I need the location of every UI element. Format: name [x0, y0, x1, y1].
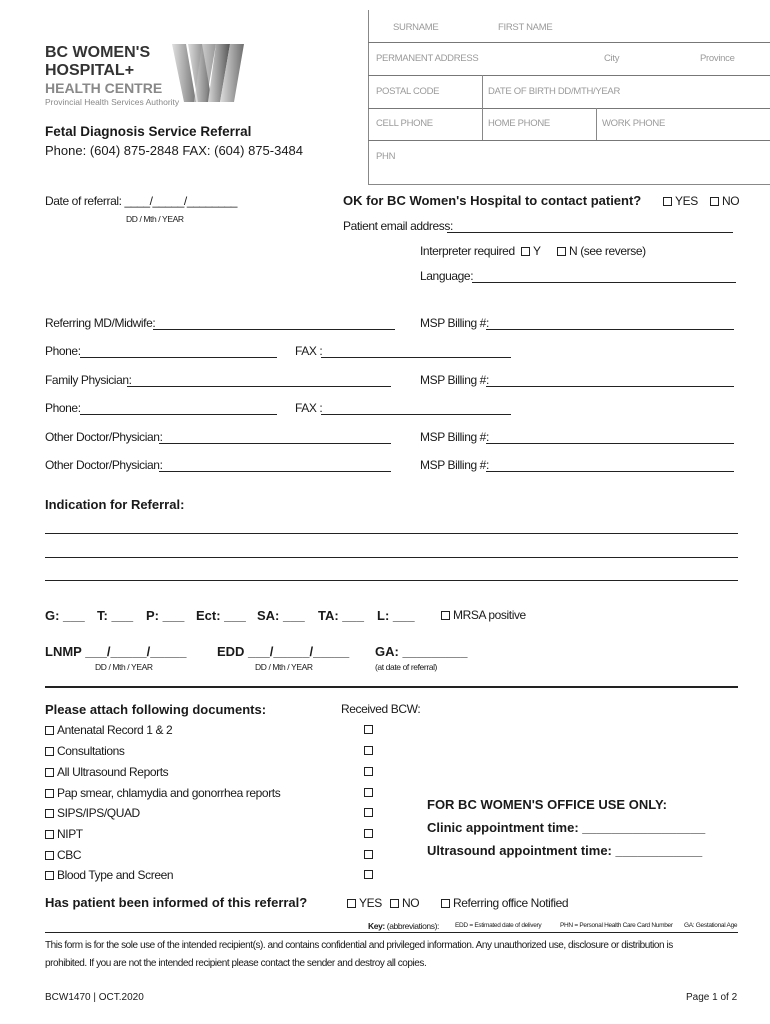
family-fax-input[interactable] — [321, 414, 511, 415]
checkbox-icon[interactable] — [347, 899, 356, 908]
family-physician-label: Family Physician: — [45, 373, 132, 387]
contact-no-label: NO — [722, 194, 740, 208]
lnmp-sub-label: DD / Mth / YEAR — [95, 662, 153, 672]
indication-line-2[interactable] — [45, 557, 738, 558]
checkbox-icon[interactable] — [45, 809, 54, 818]
contact-yes-label: YES — [675, 194, 698, 208]
received-bcw-label: Received BCW: — [341, 702, 421, 716]
referring-phone-input[interactable] — [80, 357, 277, 358]
other-doctor-2-msp-input[interactable] — [486, 471, 734, 472]
patient-email-label: Patient email address: — [343, 219, 453, 233]
office-use-title: FOR BC WOMEN'S OFFICE USE ONLY: — [427, 797, 667, 812]
referring-fax-input[interactable] — [321, 357, 511, 358]
logo-line3: HEALTH CENTRE — [45, 80, 163, 96]
form-phone: Phone: (604) 875-2848 FAX: (604) 875-3484 — [45, 143, 304, 158]
edd-sub-label: DD / Mth / YEAR — [255, 662, 313, 672]
referring-msp-label: MSP Billing #: — [420, 316, 489, 330]
checkbox-icon[interactable] — [390, 899, 399, 908]
doc-item-pap[interactable] — [45, 786, 280, 800]
sa-field[interactable]: SA: ___ — [257, 608, 305, 623]
interpreter-yes-label: Y — [533, 244, 541, 258]
interpreter-yes-option[interactable] — [521, 244, 541, 258]
key-divider — [45, 932, 738, 933]
key-abbr: (abbreviations): — [386, 921, 439, 931]
doc-label: NIPT — [57, 827, 83, 841]
checkbox-icon[interactable] — [710, 197, 719, 206]
preterm-field[interactable]: P: ___ — [146, 608, 185, 623]
other-doctor-2-input[interactable] — [159, 471, 391, 472]
doc-label: Pap smear, chlamydia and gonorrhea reports — [57, 786, 281, 800]
informed-yes-label: YES — [359, 896, 382, 910]
received-checkbox-icon[interactable] — [364, 829, 373, 838]
page-number: Page 1 of 2 — [686, 992, 738, 1003]
referring-notified-option[interactable] — [441, 896, 568, 910]
checkbox-icon[interactable] — [45, 830, 54, 839]
received-checkbox-icon[interactable] — [364, 746, 373, 755]
family-fax-label: FAX : — [295, 401, 323, 415]
checkbox-icon[interactable] — [441, 611, 450, 620]
logo-line1: BC WOMEN'S — [45, 44, 151, 61]
key-label: Key: — [368, 921, 385, 931]
indication-line-3[interactable] — [45, 580, 738, 581]
disclaimer-line-1: This form is for the sole use of the intended recipient(s). and contains confidential and privileged information. Any unauthorized use, disclosure or distribution is — [45, 940, 673, 951]
family-msp-input[interactable] — [486, 386, 734, 387]
ta-field[interactable]: TA: ___ — [318, 608, 364, 623]
key-phn: PHN = Personal Health Care Card Number — [560, 922, 673, 929]
postal-field[interactable]: POSTAL CODE — [376, 86, 440, 97]
indication-line-1[interactable] — [45, 533, 738, 534]
city-field[interactable]: City — [604, 53, 620, 64]
family-phone-input[interactable] — [80, 414, 277, 415]
ectopic-field[interactable]: Ect: ___ — [196, 608, 246, 623]
interpreter-no-option[interactable] — [557, 244, 646, 258]
language-label: Language: — [420, 269, 474, 283]
other-doctor-1-msp-label: MSP Billing #: — [420, 430, 489, 444]
w-logo-icon — [172, 44, 244, 102]
other-doctor-1-msp-input[interactable] — [486, 443, 734, 444]
form-code: BCW1470 | OCT.2020 — [45, 992, 144, 1003]
doc-item-antenatal[interactable] — [45, 723, 172, 737]
clinic-appointment-field[interactable]: Clinic appointment time: _________________ — [427, 820, 706, 835]
doc-label: Antenatal Record 1 & 2 — [57, 723, 173, 737]
doc-item-cbc[interactable] — [45, 848, 81, 862]
family-physician-input[interactable] — [127, 386, 391, 387]
other-doctor-1-label: Other Doctor/Physician: — [45, 430, 163, 444]
form-title: Fetal Diagnosis Service Referral — [45, 124, 252, 139]
province-field[interactable]: Province — [700, 53, 735, 64]
key-ga: GA: Gestational Age — [684, 922, 738, 929]
edd-field[interactable]: EDD ___/_____/_____ — [217, 644, 350, 659]
date-sub-label: DD / Mth / YEAR — [126, 214, 184, 224]
doc-item-nipt[interactable] — [45, 827, 83, 841]
ultrasound-appointment-field[interactable]: Ultrasound appointment time: ____________ — [427, 843, 703, 858]
checkbox-icon[interactable] — [45, 726, 54, 735]
checkbox-icon[interactable] — [45, 789, 54, 798]
language-input[interactable] — [472, 282, 736, 283]
key-legend — [368, 921, 439, 931]
term-field[interactable]: T: ___ — [97, 608, 134, 623]
interpreter-no-label: N (see reverse) — [569, 244, 646, 258]
informed-yes-option[interactable] — [347, 896, 382, 910]
doc-item-consultations[interactable] — [45, 744, 125, 758]
surname-field[interactable]: SURNAME — [393, 22, 439, 33]
ok-contact-question: OK for BC Women's Hospital to contact patient? — [343, 193, 642, 208]
referring-md-input[interactable] — [153, 329, 395, 330]
doc-item-sips[interactable] — [45, 806, 140, 820]
lnmp-field[interactable]: LNMP ___/_____/_____ — [45, 644, 187, 659]
key-edd: EDD = Estimated date of delivery — [455, 922, 542, 929]
received-checkbox-icon[interactable] — [364, 767, 373, 776]
other-doctor-2-msp-label: MSP Billing #: — [420, 458, 489, 472]
family-msp-label: MSP Billing #: — [420, 373, 489, 387]
date-of-referral[interactable]: Date of referral: ____/_____/________ — [45, 194, 238, 208]
living-field[interactable]: L: ___ — [377, 608, 415, 623]
family-phone-label: Phone: — [45, 401, 81, 415]
mrsa-option[interactable] — [441, 608, 526, 622]
received-checkbox-icon[interactable] — [364, 808, 373, 817]
referring-fax-label: FAX : — [295, 344, 323, 358]
received-checkbox-icon[interactable] — [364, 725, 373, 734]
doc-label: Blood Type and Screen — [57, 868, 174, 882]
checkbox-icon[interactable] — [557, 247, 566, 256]
received-checkbox-icon[interactable] — [364, 788, 373, 797]
doc-item-blood[interactable] — [45, 868, 173, 882]
doc-label: Consultations — [57, 744, 125, 758]
dob-field[interactable]: DATE OF BIRTH DD/MTH/YEAR — [488, 86, 621, 97]
received-checkbox-icon[interactable] — [364, 850, 373, 859]
patient-info-box — [368, 10, 770, 185]
referring-notified-label: Referring office Notified — [453, 896, 569, 910]
address-field[interactable]: PERMANENT ADDRESS — [376, 53, 479, 64]
informed-question: Has patient been informed of this referral? — [45, 895, 308, 910]
cell-phone-field[interactable]: CELL PHONE — [376, 118, 433, 129]
checkbox-icon[interactable] — [45, 747, 54, 756]
other-doctor-2-label: Other Doctor/Physician: — [45, 458, 163, 472]
contact-yes-option[interactable] — [663, 194, 698, 208]
informed-no-label: NO — [402, 896, 420, 910]
first-name-field[interactable]: FIRST NAME — [498, 22, 553, 33]
indication-title: Indication for Referral: — [45, 497, 185, 512]
logo-line2: HOSPITAL+ — [45, 62, 135, 79]
checkbox-icon[interactable] — [663, 197, 672, 206]
work-phone-field[interactable]: WORK PHONE — [602, 118, 665, 129]
doc-item-ultrasound[interactable] — [45, 765, 168, 779]
checkbox-icon[interactable] — [45, 851, 54, 860]
patient-email-input[interactable] — [447, 232, 733, 233]
referring-msp-input[interactable] — [486, 329, 734, 330]
checkbox-icon[interactable] — [45, 871, 54, 880]
received-checkbox-icon[interactable] — [364, 870, 373, 879]
documents-title: Please attach following documents: — [45, 702, 267, 717]
referring-md-label: Referring MD/Midwife: — [45, 316, 156, 330]
home-phone-field[interactable]: HOME PHONE — [488, 118, 550, 129]
mrsa-label: MRSA positive — [453, 608, 526, 622]
ga-sub-label: (at date of referral) — [375, 662, 437, 672]
other-doctor-1-input[interactable] — [159, 443, 391, 444]
logo-sub: Provincial Health Services Authority — [45, 97, 180, 107]
interpreter-label: Interpreter required — [420, 244, 515, 258]
checkbox-icon[interactable] — [45, 768, 54, 777]
checkbox-icon[interactable] — [441, 899, 450, 908]
informed-no-option[interactable] — [390, 896, 419, 910]
doc-label: All Ultrasound Reports — [57, 765, 169, 779]
referring-phone-label: Phone: — [45, 344, 81, 358]
gravida-field[interactable]: G: ___ — [45, 608, 85, 623]
checkbox-icon[interactable] — [521, 247, 530, 256]
doc-label: SIPS/IPS/QUAD — [57, 806, 140, 820]
contact-no-option[interactable] — [710, 194, 739, 208]
section-divider — [45, 686, 738, 688]
disclaimer-line-2: prohibited. If you are not the intended recipient please contact the sender and destroy all copies. — [45, 958, 427, 969]
doc-label: CBC — [57, 848, 82, 862]
ga-field[interactable]: GA: _________ — [375, 644, 468, 659]
phn-field[interactable]: PHN — [376, 151, 396, 162]
